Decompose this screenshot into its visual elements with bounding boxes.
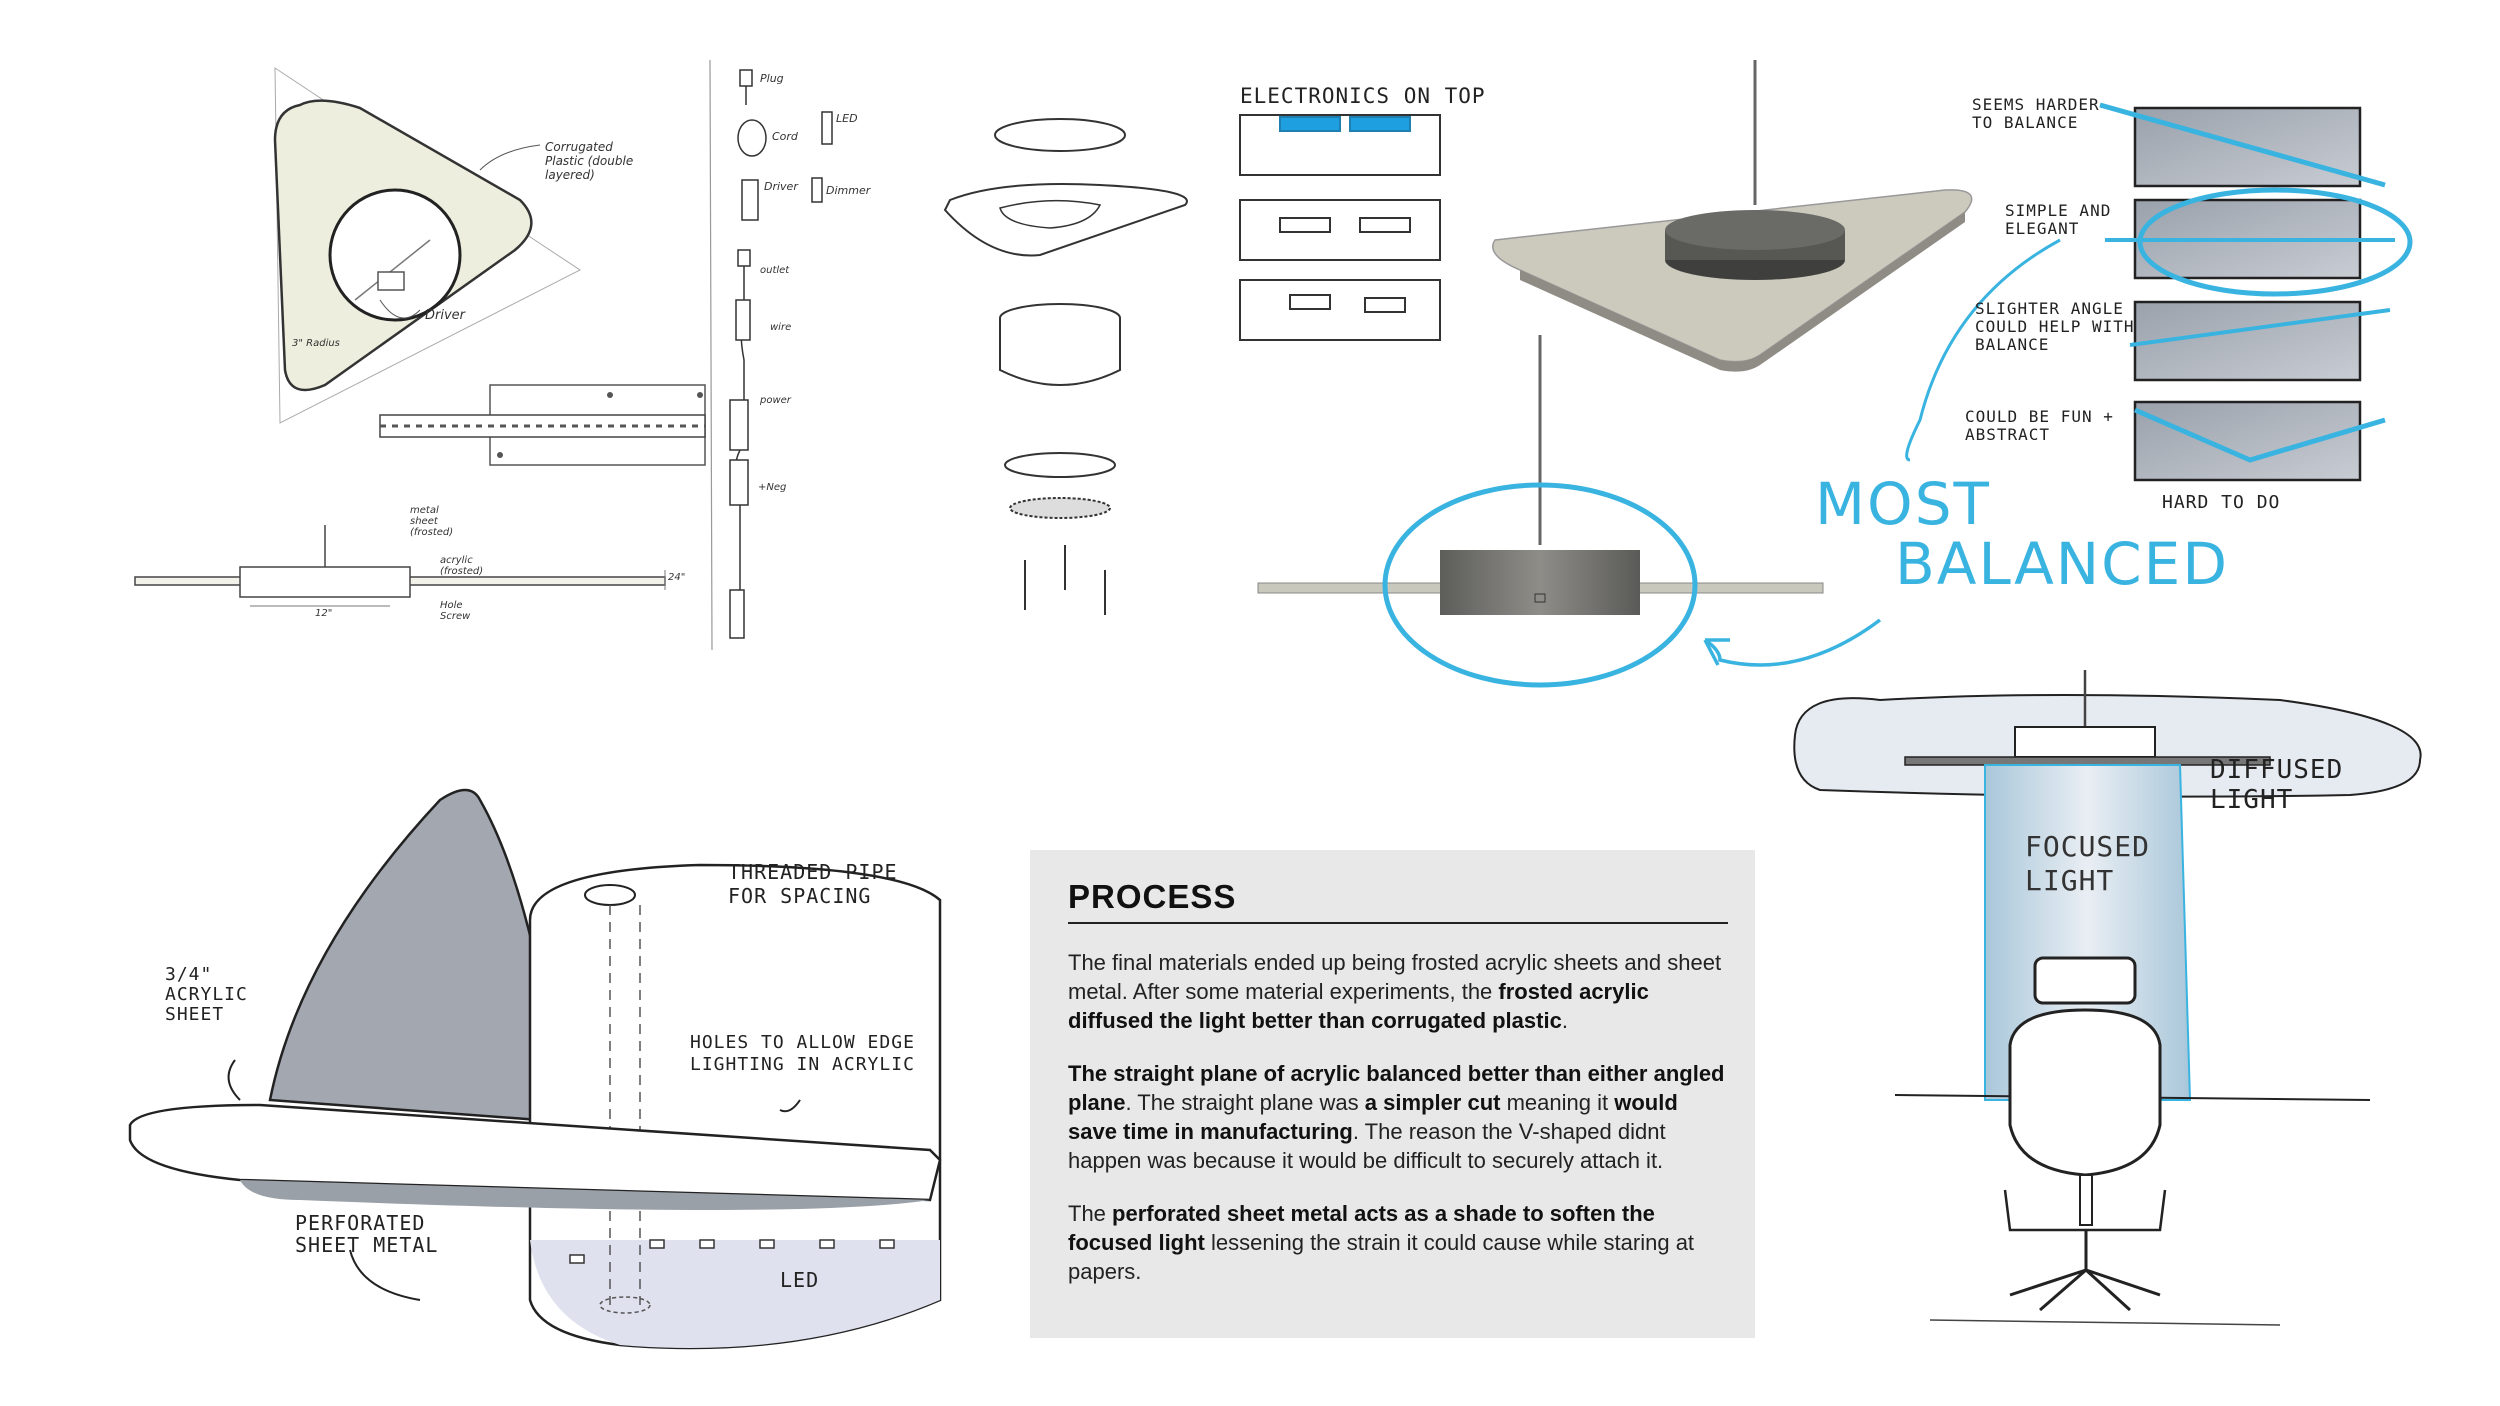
wiring-sketch	[730, 70, 832, 638]
side-elevation-sketch	[135, 525, 665, 606]
p2-text-b: . The straight plane was	[1125, 1090, 1365, 1115]
wiring-cord-label: Cord	[772, 130, 798, 143]
process-panel	[1030, 850, 1755, 1338]
label-led: LED	[780, 1268, 820, 1292]
wiring-outlet-label: outlet	[760, 265, 790, 276]
process-paragraph-2	[1068, 1059, 1728, 1175]
label-driver: Driver	[425, 308, 466, 323]
p1-text-c: .	[1561, 1008, 1568, 1033]
side-lamp-render	[1258, 335, 1880, 685]
led-strip-sketch	[380, 385, 705, 465]
process-paragraph-1	[1068, 948, 1728, 1035]
p1-text-a: The final materials ended up being frosted acrylic sheets and sheet metal. After some material experiments, the	[1068, 950, 1722, 1004]
wiring-plus-label: +Neg	[758, 482, 787, 493]
label-perforated: PERFORATED SHEET METAL	[295, 1211, 439, 1257]
label-acrylic-sheet: 3/4" ACRYLIC SHEET	[165, 964, 248, 1025]
wiring-led-label: LED	[836, 112, 858, 125]
label-radius: 3" Radius	[292, 338, 340, 349]
p2-text-a: The straight plane of acrylic balanced better than either angled plane	[1068, 1061, 1725, 1115]
wiring-plug-label: Plug	[760, 72, 784, 85]
p2-text-f: . The reason the V-shaped didnt happen was because it would be difficult to securely attach it.	[1068, 1119, 1666, 1173]
p3-text-b: perforated sheet metal acts as a shade to soften the focused light	[1068, 1201, 1655, 1255]
exploded-view-sketch	[945, 119, 1187, 615]
label-hole-screw: Hole Screw	[440, 600, 471, 622]
label-diffused-light: DIFFUSED LIGHT	[2210, 755, 2344, 815]
label-most: MOST	[1815, 470, 1991, 538]
label-hard-to-do: HARD TO DO	[2162, 492, 2281, 513]
label-metal-sheet: metal sheet (frosted)	[410, 505, 454, 538]
label-fun-abstract: COULD BE FUN + ABSTRACT	[1965, 407, 2114, 444]
label-seems-harder: SEEMS HARDER TO BALANCE	[1972, 95, 2100, 132]
wiring-dimmer-label: Dimmer	[826, 184, 871, 197]
label-electronics-on-top: ELECTRONICS ON TOP	[1240, 84, 1486, 108]
label-simple-elegant: SIMPLE AND ELEGANT	[2005, 201, 2112, 238]
p2-text-e: would save time in manufacturing	[1068, 1090, 1678, 1144]
label-corrugated: Corrugated Plastic (double layered)	[545, 140, 634, 182]
p3-text-a: The	[1068, 1201, 1113, 1226]
triangle-plan-sketch	[275, 68, 580, 423]
p2-text-c: a simpler cut	[1364, 1090, 1501, 1115]
p3-text-c: lessening the strain it could cause while staring at papers.	[1068, 1230, 1695, 1284]
p1-text-b: frosted acrylic diffused the light better than corrugated plastic	[1068, 979, 1649, 1033]
sketch-divider	[710, 60, 712, 650]
label-threaded-pipe: THREADED PIPE FOR SPACING	[728, 860, 898, 908]
process-title: PROCESS	[1068, 878, 1728, 924]
label-slighter-angle: SLIGHTER ANGLE COULD HELP WITH BALANCE	[1975, 299, 2135, 354]
label-balanced: BALANCED	[1895, 530, 2229, 598]
label-acrylic: acrylic (frosted)	[440, 555, 484, 577]
label-focused-light: FOCUSED LIGHT	[2025, 830, 2151, 897]
p2-text-d: meaning it	[1500, 1090, 1615, 1115]
label-side-dim: 24"	[668, 572, 686, 583]
electronics-sketch	[1240, 115, 1440, 340]
wiring-wire-label: wire	[770, 322, 792, 333]
label-holes: HOLES TO ALLOW EDGE LIGHTING IN ACRYLIC	[690, 1032, 915, 1075]
wiring-driver-label: Driver	[764, 180, 798, 193]
triangle-lamp-render	[1493, 60, 1972, 372]
wiring-power-label: power	[760, 395, 791, 406]
label-plan-dim: 12"	[315, 608, 333, 619]
process-paragraph-3	[1068, 1199, 1728, 1286]
